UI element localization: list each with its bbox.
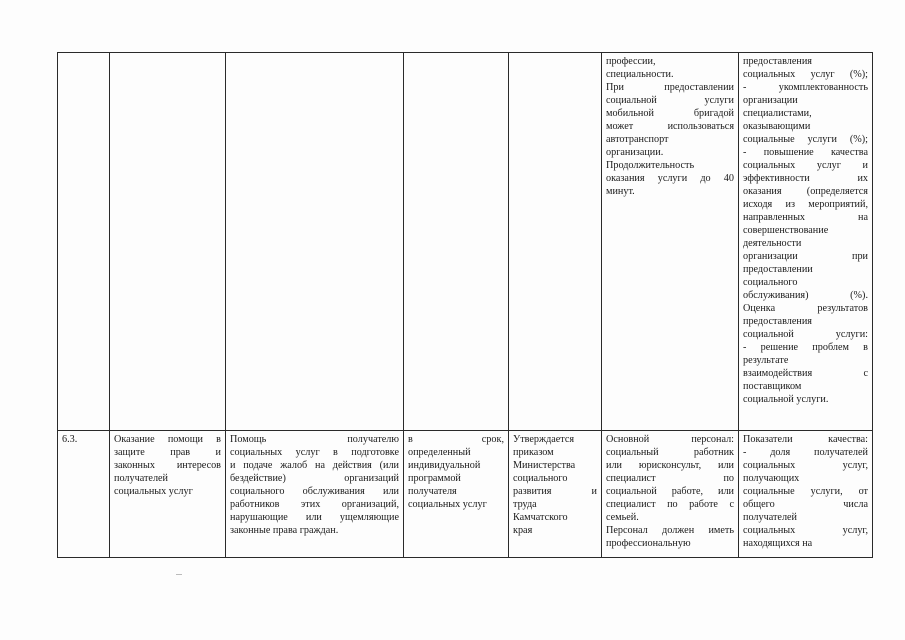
text-line: получателя xyxy=(408,486,457,497)
text-line: нарушающие или ущемляющие xyxy=(230,512,399,523)
text-line: специальности. xyxy=(606,69,674,80)
text-line: программой xyxy=(408,473,461,484)
text-line: Камчатского xyxy=(513,512,568,523)
cell-service-name-prev xyxy=(110,53,226,431)
cell-service-name xyxy=(110,431,226,558)
text-line: профессиональную xyxy=(606,538,691,549)
text-line: социальной услуги. xyxy=(743,394,829,405)
text-line: законных интересов xyxy=(114,460,221,471)
text-line: труда xyxy=(513,499,537,510)
cell-description-prev xyxy=(226,53,404,431)
cell-number: 6.3. xyxy=(58,431,110,558)
text-line: социальных услуг и xyxy=(743,160,868,171)
text-line: может использоваться xyxy=(606,121,734,132)
text-line: социальные услуги (%); xyxy=(743,134,868,145)
cell-number-prev xyxy=(58,53,110,431)
text-line: поставщиком xyxy=(743,381,802,392)
cell-term-prev xyxy=(404,53,509,431)
text-line: организации xyxy=(743,95,798,106)
text-line: организации при xyxy=(743,251,868,262)
cell-term xyxy=(404,431,509,558)
text-line: предоставлении xyxy=(743,264,813,275)
text-line: социальные услуги, от xyxy=(743,486,868,497)
text-line: минут. xyxy=(606,186,635,197)
table-row-continued xyxy=(58,53,873,431)
text-line: автотранспорт xyxy=(606,134,669,145)
text-line: результате xyxy=(743,355,789,366)
text-line: Основной персонал: xyxy=(606,434,734,445)
text-line: Утверждается xyxy=(513,434,575,445)
text-line: социальных услуг, xyxy=(743,460,868,471)
text-line: защите прав и xyxy=(114,447,221,458)
text-line: социального xyxy=(743,277,798,288)
text-line: социальной услуги: xyxy=(743,329,868,340)
cell-tariff xyxy=(509,431,602,558)
text-line: получающих xyxy=(743,473,800,484)
text-line: социальный работник xyxy=(606,447,734,458)
text-line: мобильной бригадой xyxy=(606,108,734,119)
text-line: Оценка результатов xyxy=(743,303,868,314)
text-line: социальной работе, или xyxy=(606,486,734,497)
text-line: в срок, xyxy=(408,434,504,445)
text-line: предоставления xyxy=(743,316,812,327)
text-line: - повышение качества xyxy=(743,147,868,158)
text-line: оказывающими xyxy=(743,121,811,132)
text-line: бездействие) организаций xyxy=(230,473,399,484)
cell-indicators xyxy=(739,431,873,558)
text-line: Продолжительность xyxy=(606,160,695,171)
text-line: Оказание помощи в xyxy=(114,434,221,445)
text-line: Министерства xyxy=(513,460,576,471)
text-line: индивидуальной xyxy=(408,460,481,471)
text-line: получателей xyxy=(743,512,798,523)
text-line: - укомплектованность xyxy=(743,82,868,93)
text-line: семьей. xyxy=(606,512,639,523)
text-line: взаимодействия с xyxy=(743,368,868,379)
services-table xyxy=(57,52,873,558)
text-line: - решение проблем в xyxy=(743,342,868,353)
text-line: эффективности их xyxy=(743,173,868,184)
text-line: оказания услуги до 40 xyxy=(606,173,734,184)
text-line: Персонал должен иметь xyxy=(606,525,734,536)
text-line: получателей xyxy=(114,473,169,484)
cell-description xyxy=(226,431,404,558)
text-line: находящихся на xyxy=(743,538,813,549)
text-line: специалист по работе с xyxy=(606,499,734,510)
text-line: социального обслуживания или xyxy=(230,486,399,497)
text-line: организации. xyxy=(606,147,664,158)
text-line: совершенствование xyxy=(743,225,829,236)
cell-indicators-prev xyxy=(739,53,873,431)
text-line: специалистами, xyxy=(743,108,812,119)
text-line: При предоставлении xyxy=(606,82,734,93)
text-line: социальных услуг (%); xyxy=(743,69,868,80)
text-line: социального xyxy=(513,473,568,484)
text-line: и подаче жалоб на действия (или xyxy=(230,460,399,471)
text-line: социальных услуг, xyxy=(743,525,868,536)
text-line: социальных услуг xyxy=(114,486,193,497)
cell-conditions xyxy=(602,431,739,558)
text-line: приказом xyxy=(513,447,554,458)
text-line: социальных услуг xyxy=(408,499,487,510)
text-line: направленных на xyxy=(743,212,868,223)
text-line: работников этих организаций, xyxy=(230,499,399,510)
text-line: определенный xyxy=(408,447,471,458)
text-line: общего числа xyxy=(743,499,868,510)
text-line: или юрисконсульт, или xyxy=(606,460,734,471)
text-line: социальных услуг в подготовке xyxy=(230,447,399,458)
text-line: - доля получателей xyxy=(743,447,868,458)
text-line: развития и xyxy=(513,486,597,497)
cell-conditions-prev xyxy=(602,53,739,431)
text-line: оказания (определяется xyxy=(743,186,868,197)
text-line: обслуживания) (%). xyxy=(743,290,868,301)
text-line: специалист по xyxy=(606,473,734,484)
text-line: предоставления xyxy=(743,56,812,67)
scan-artifact xyxy=(176,574,182,575)
text-line: края xyxy=(513,525,533,536)
text-line: Помощь получателю xyxy=(230,434,399,445)
text-line: социальной услуги xyxy=(606,95,734,106)
table-row-6-3 xyxy=(58,431,873,558)
text-line: законные права граждан. xyxy=(230,525,339,536)
text-line: Показатели качества: xyxy=(743,434,868,445)
cell-tariff-prev xyxy=(509,53,602,431)
text-line: деятельности xyxy=(743,238,802,249)
text-line: исходя из мероприятий, xyxy=(743,199,868,210)
text-line: профессии, xyxy=(606,56,656,67)
